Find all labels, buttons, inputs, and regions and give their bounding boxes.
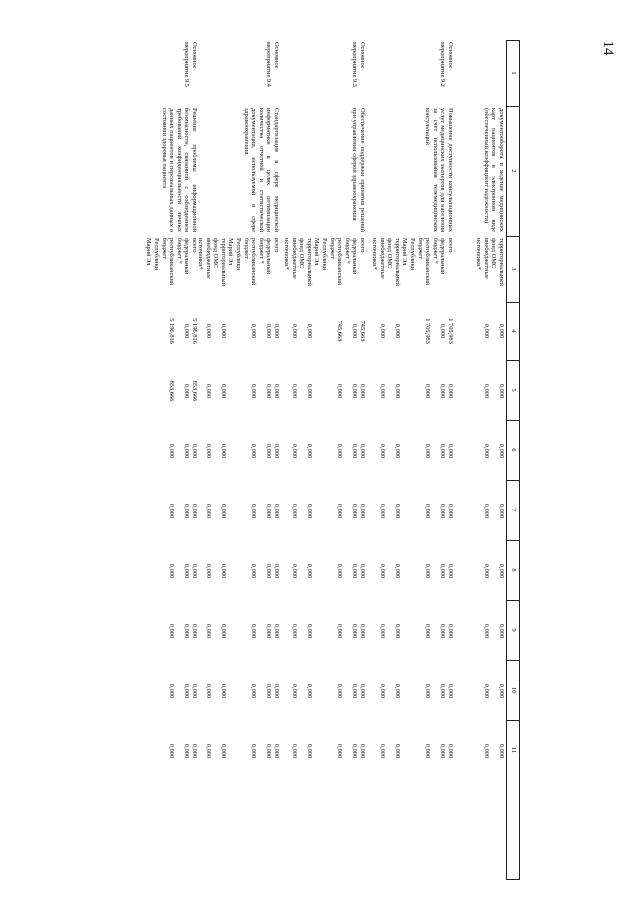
- header-divider: [507, 360, 519, 361]
- value-cell: 0,000: [183, 443, 191, 459]
- funding-source: внебюджетные: [482, 238, 490, 279]
- value-cell: 0,000: [265, 383, 273, 399]
- value-cell: 0,000: [265, 563, 273, 579]
- header-cell-10: 10: [510, 686, 517, 694]
- value-cell: 0,000: [219, 683, 227, 699]
- value-cell: 0,000: [447, 683, 454, 699]
- funding-source: Марий Эл: [227, 238, 235, 266]
- value-cell: 0,000: [482, 323, 490, 339]
- value-cell: 0,000: [250, 383, 258, 399]
- value-cell: 0,000: [305, 443, 313, 459]
- value-cell: 1 705,983: [424, 318, 432, 344]
- funding-source: всего: [273, 238, 280, 253]
- value-cell: 0,000: [447, 383, 454, 399]
- funding-source: федеральный: [439, 238, 447, 275]
- header-divider: [507, 420, 519, 421]
- value-cell: 0,000: [273, 743, 280, 759]
- value-cell: 0,000: [183, 383, 191, 399]
- value-cell: 853,666: [191, 380, 198, 402]
- header-cell-6: 6: [510, 448, 517, 452]
- value-cell: 0,000: [439, 503, 447, 519]
- value-cell: 0,000: [498, 563, 505, 579]
- value-cell: 0,000: [378, 443, 386, 459]
- value-cell: 0,000: [482, 743, 490, 759]
- value-cell: 0,000: [336, 503, 344, 519]
- header-cell-3: 3: [510, 267, 517, 271]
- value-cell: 0,000: [393, 443, 401, 459]
- value-cell: 0,000: [351, 563, 359, 579]
- value-cell: 0,000: [498, 743, 505, 759]
- value-cell: 0,000: [290, 683, 298, 699]
- value-cell: 0,000: [204, 323, 212, 339]
- funding-source: республиканский: [424, 238, 432, 286]
- value-cell: 0,000: [168, 503, 176, 519]
- row-description: Решение проблемы информационной безопасности, связанной с соблюдением требований конфиденциальности личных данных пациентов и персональных данных о состоянии здоровья пациента: [160, 108, 198, 232]
- value-cell: 5 196,816: [168, 318, 176, 344]
- value-cell: 0,000: [273, 443, 280, 459]
- value-cell: 0,000: [305, 683, 313, 699]
- value-cell: 0,000: [498, 323, 505, 339]
- header-divider: [507, 106, 519, 107]
- value-cell: 0,000: [447, 743, 454, 759]
- value-cell: 0,000: [250, 743, 258, 759]
- funding-source: внебюджетные: [290, 238, 298, 279]
- value-cell: 0,000: [439, 623, 447, 639]
- value-cell: 0,000: [424, 623, 432, 639]
- value-cell: 0,000: [482, 563, 490, 579]
- value-cell: 0,000: [482, 683, 490, 699]
- value-cell: 0,000: [393, 683, 401, 699]
- value-cell: 0,000: [424, 563, 432, 579]
- value-cell: 0,000: [393, 383, 401, 399]
- value-cell: 0,000: [265, 323, 273, 339]
- value-cell: 0,000: [250, 563, 258, 579]
- funding-source: территориальный: [393, 238, 401, 287]
- value-cell: 0,000: [424, 743, 432, 759]
- value-cell: 0,000: [191, 623, 198, 639]
- value-cell: 0,000: [439, 563, 447, 579]
- funding-source: территориальный: [219, 238, 227, 287]
- funding-source: фонд ОМС: [298, 238, 306, 269]
- value-cell: 0,000: [305, 323, 313, 339]
- value-cell: 0,000: [498, 683, 505, 699]
- value-cell: 0,000: [265, 503, 273, 519]
- value-cell: 0,000: [305, 503, 313, 519]
- funding-source: федеральный: [351, 238, 359, 275]
- value-cell: 0,000: [290, 443, 298, 459]
- funding-source: внебюджетные: [204, 238, 212, 279]
- value-cell: 0,000: [359, 443, 366, 459]
- value-cell: 0,000: [482, 623, 490, 639]
- funding-source: Республики: [321, 238, 329, 271]
- value-cell: 0,000: [290, 563, 298, 579]
- value-cell: 0,000: [482, 383, 490, 399]
- row-code: Основное мероприятие 9.5: [183, 42, 198, 87]
- funding-source: всего: [447, 238, 454, 253]
- value-cell: 0,000: [168, 563, 176, 579]
- value-cell: 0,000: [378, 743, 386, 759]
- value-cell: 0,000: [273, 383, 280, 399]
- value-cell: 0,000: [424, 683, 432, 699]
- value-cell: 0,000: [424, 503, 432, 519]
- funding-source: территориальный: [305, 238, 313, 287]
- value-cell: 0,000: [273, 623, 280, 639]
- funding-source: республиканский: [250, 238, 258, 286]
- value-cell: 5 196,816: [191, 318, 198, 344]
- funding-sources: [475, 238, 505, 298]
- value-cell: 0,000: [498, 383, 505, 399]
- value-cell: 0,000: [336, 443, 344, 459]
- funding-source: республиканский: [336, 238, 344, 286]
- value-cell: 0,000: [204, 743, 212, 759]
- header-divider: [507, 660, 519, 661]
- value-cell: 0,000: [250, 503, 258, 519]
- header-cell-9: 9: [510, 628, 517, 632]
- funding-source: территориальный: [498, 238, 505, 287]
- value-cell: 0,000: [378, 383, 386, 399]
- value-cell: 0,000: [273, 323, 280, 339]
- value-cell: 0,000: [378, 623, 386, 639]
- header-cell-11: 11: [510, 746, 517, 754]
- row-description: документооборота и ведение медицинских карт пациентов в электронном виде (обеспеченный коэффициент надежности): [482, 108, 505, 232]
- value-cell: 0,000: [168, 683, 176, 699]
- value-cell: 0,000: [305, 383, 313, 399]
- value-cell: 0,000: [183, 743, 191, 759]
- value-cell: 0,000: [336, 683, 344, 699]
- value-cell: 0,000: [305, 563, 313, 579]
- value-cell: 0,000: [439, 383, 447, 399]
- value-cell: 0,000: [204, 563, 212, 579]
- value-cell: 0,000: [219, 503, 227, 519]
- value-cell: 0,000: [439, 323, 447, 339]
- value-cell: 0,000: [250, 323, 258, 339]
- value-cell: 745,663: [336, 320, 344, 342]
- header-cell-2: 2: [510, 169, 517, 173]
- funding-sources: [196, 238, 280, 298]
- value-cell: 0,000: [447, 503, 454, 519]
- value-cell: 0,000: [204, 683, 212, 699]
- funding-source: Республики: [409, 238, 417, 271]
- value-cell: 0,000: [498, 503, 505, 519]
- value-cell: 0,000: [336, 563, 344, 579]
- value-cell: 0,000: [336, 623, 344, 639]
- value-cell: 0,000: [290, 323, 298, 339]
- value-cell: 745,663: [359, 320, 366, 342]
- value-cell: 0,000: [336, 383, 344, 399]
- value-cell: 0,000: [168, 743, 176, 759]
- value-cell: 0,000: [351, 323, 359, 339]
- value-cell: 0,000: [351, 383, 359, 399]
- value-cell: 0,000: [359, 503, 366, 519]
- value-cell: 0,000: [359, 383, 366, 399]
- value-cell: 0,000: [393, 563, 401, 579]
- value-cell: 0,000: [219, 383, 227, 399]
- value-cell: 0,000: [359, 743, 366, 759]
- value-cell: 0,000: [482, 443, 490, 459]
- value-cell: 0,000: [191, 443, 198, 459]
- funding-source: бюджет: [416, 238, 424, 259]
- value-cell: 0,000: [273, 683, 280, 699]
- value-cell: 0,000: [290, 383, 298, 399]
- value-cell: 0,000: [447, 563, 454, 579]
- value-cell: 0,000: [290, 743, 298, 759]
- funding-source: Республики: [153, 238, 161, 271]
- value-cell: 0,000: [424, 383, 432, 399]
- value-cell: 0,000: [482, 503, 490, 519]
- value-cell: 0,000: [219, 323, 227, 339]
- funding-source: источники*: [197, 238, 205, 270]
- value-cell: 0,000: [191, 563, 198, 579]
- funding-source: фонд ОМС: [212, 238, 220, 269]
- value-cell: 0,000: [439, 443, 447, 459]
- row-code: Основное мероприятие 9.3: [351, 42, 366, 87]
- funding-source: федеральный: [183, 238, 191, 275]
- value-cell: 0,000: [183, 323, 191, 339]
- value-cell: 0,000: [219, 623, 227, 639]
- value-cell: 0,000: [204, 443, 212, 459]
- value-cell: 0,000: [498, 623, 505, 639]
- value-cell: 0,000: [351, 683, 359, 699]
- value-cell: 0,000: [191, 503, 198, 519]
- funding-source: бюджет *: [175, 238, 183, 264]
- funding-source: Марий Эл: [313, 238, 321, 266]
- value-cell: 0,000: [250, 683, 258, 699]
- value-cell: 1 705,983: [447, 318, 454, 344]
- funding-source: всего: [359, 238, 366, 253]
- funding-sources: [282, 238, 366, 298]
- value-cell: 0,000: [447, 623, 454, 639]
- value-cell: 0,000: [351, 503, 359, 519]
- header-divider: [507, 302, 519, 303]
- value-cell: 0,000: [393, 743, 401, 759]
- header-cell-7: 7: [510, 508, 517, 512]
- value-cell: 0,000: [351, 743, 359, 759]
- value-cell: 0,000: [265, 743, 273, 759]
- value-cell: 0,000: [273, 503, 280, 519]
- value-cell: 0,000: [168, 443, 176, 459]
- value-cell: 0,000: [183, 623, 191, 639]
- value-cell: 0,000: [219, 563, 227, 579]
- header-divider: [507, 540, 519, 541]
- value-cell: 0,000: [273, 563, 280, 579]
- value-cell: 0,000: [424, 443, 432, 459]
- funding-source: бюджет *: [257, 238, 265, 264]
- header-cell-1: 1: [510, 71, 517, 75]
- header-cell-5: 5: [510, 388, 517, 392]
- header-divider: [507, 236, 519, 237]
- funding-source: Марий Эл: [401, 238, 409, 266]
- value-cell: 0,000: [305, 623, 313, 639]
- header-cell-8: 8: [510, 568, 517, 572]
- funding-source: бюджет: [328, 238, 336, 259]
- value-cell: 0,000: [290, 503, 298, 519]
- value-cell: 0,000: [219, 443, 227, 459]
- value-cell: 0,000: [265, 623, 273, 639]
- funding-source: источники*: [371, 238, 379, 270]
- funding-source: источники*: [475, 238, 483, 270]
- funding-source: федеральный: [265, 238, 273, 275]
- value-cell: 0,000: [265, 443, 273, 459]
- budget-table: [144, 40, 520, 880]
- funding-source: бюджет *: [431, 238, 439, 264]
- funding-source: Республики: [235, 238, 243, 271]
- row-description: Обеспечение поддержки принятия решений при управлении сферой здравоохранения: [351, 108, 366, 232]
- funding-source: всего: [191, 238, 198, 253]
- funding-source: республиканский: [168, 238, 176, 286]
- value-cell: 0,000: [439, 743, 447, 759]
- value-cell: 0,000: [359, 563, 366, 579]
- funding-source: бюджет *: [343, 238, 351, 264]
- value-cell: 853,666: [168, 380, 176, 402]
- funding-sources: [145, 238, 198, 298]
- value-cell: 0,000: [183, 563, 191, 579]
- rotated-table: [144, 40, 520, 880]
- value-cell: 0,000: [204, 623, 212, 639]
- value-cell: 0,000: [204, 503, 212, 519]
- value-cell: 0,000: [305, 743, 313, 759]
- value-cell: 0,000: [359, 683, 366, 699]
- value-cell: 0,000: [359, 623, 366, 639]
- funding-source: фонд ОМС: [490, 238, 498, 269]
- value-cell: 0,000: [351, 443, 359, 459]
- value-cell: 0,000: [168, 623, 176, 639]
- value-cell: 0,000: [378, 563, 386, 579]
- value-cell: 0,000: [290, 623, 298, 639]
- value-cell: 0,000: [250, 623, 258, 639]
- row-code: Основное мероприятие 9.2: [439, 42, 454, 87]
- funding-source: бюджет: [160, 238, 168, 259]
- value-cell: 0,000: [439, 683, 447, 699]
- header-divider: [507, 480, 519, 481]
- value-cell: 0,000: [393, 323, 401, 339]
- value-cell: 0,000: [265, 683, 273, 699]
- value-cell: 0,000: [351, 623, 359, 639]
- row-description: Стандартизация в сфере медицинской информатики в целях оптимизации количества отчетной и статистической документации, используемой в сфере здравоохранения: [242, 108, 280, 232]
- value-cell: 0,000: [378, 683, 386, 699]
- value-cell: 0,000: [393, 623, 401, 639]
- funding-source: фонд ОМС: [386, 238, 394, 269]
- header-frame-right: [507, 879, 519, 880]
- value-cell: 0,000: [219, 743, 227, 759]
- funding-source: внебюджетные: [378, 238, 386, 279]
- value-cell: 0,000: [447, 443, 454, 459]
- funding-source: Марий Эл: [145, 238, 153, 266]
- value-cell: 0,000: [498, 443, 505, 459]
- value-cell: 0,000: [336, 743, 344, 759]
- header-cell-4: 4: [510, 329, 517, 333]
- value-cell: 0,000: [393, 503, 401, 519]
- value-cell: 0,000: [191, 683, 198, 699]
- table-header-row: [506, 40, 520, 880]
- page-number: 14: [600, 40, 616, 56]
- value-cell: 0,000: [204, 383, 212, 399]
- funding-sources: [370, 238, 454, 298]
- value-cell: 0,000: [378, 323, 386, 339]
- funding-source: источники*: [283, 238, 291, 270]
- value-cell: 0,000: [183, 503, 191, 519]
- value-cell: 0,000: [183, 683, 191, 699]
- value-cell: 0,000: [191, 743, 198, 759]
- value-cell: 0,000: [378, 503, 386, 519]
- header-divider: [507, 600, 519, 601]
- row-description: Повышение доступности консультационных услуг медицинских экспертов для населения за счет использования телемедицинских консультаций: [424, 108, 454, 232]
- row-code: Основное мероприятие 9.4: [265, 42, 280, 87]
- header-divider: [507, 720, 519, 721]
- funding-source: бюджет: [242, 238, 250, 259]
- value-cell: 0,000: [250, 443, 258, 459]
